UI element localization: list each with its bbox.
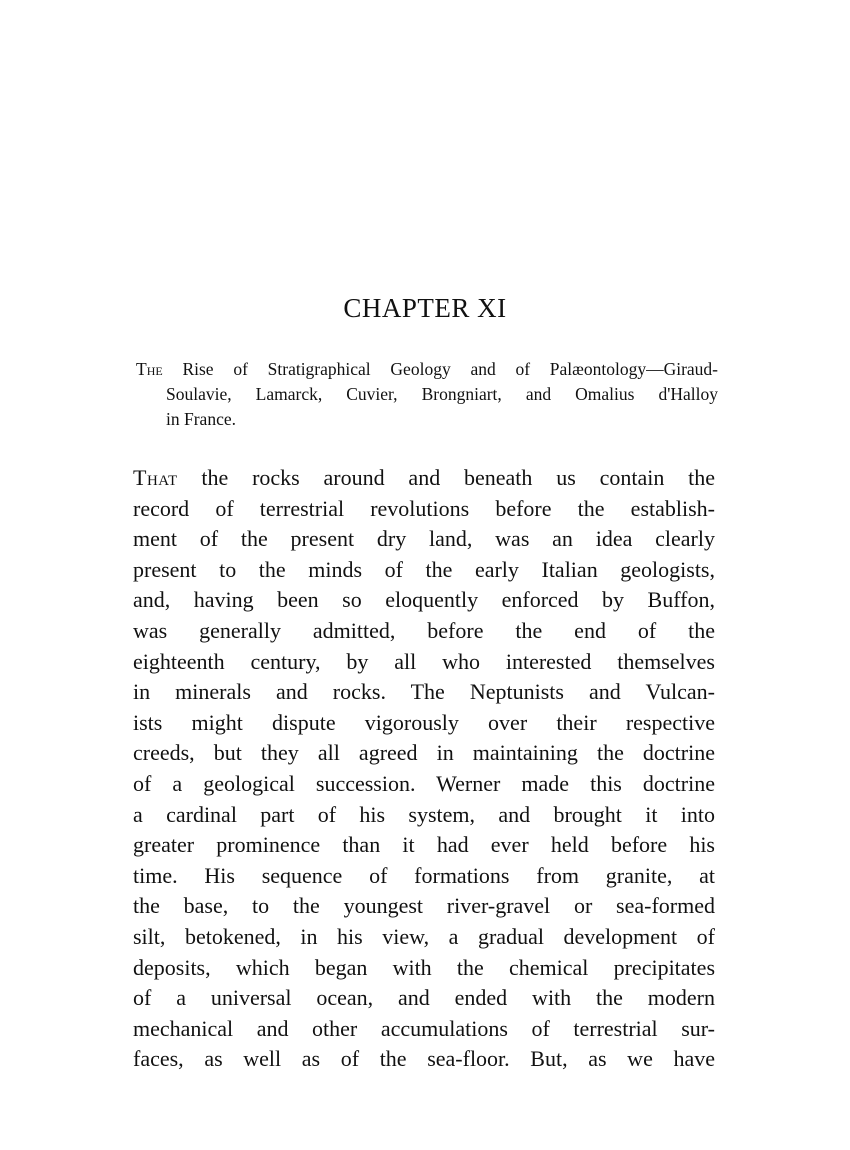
summary-lead-word: The [136,359,163,379]
body-line-1-text: the rocks around and beneath us contain the [177,465,715,490]
body-line-20: faces, as well as of the sea-floor. But, as we have [133,1046,715,1072]
body-line-4: present to the minds of the early Italian geologists, [133,556,715,582]
body-line-8: in minerals and rocks. The Neptunists and Vulcan- [133,679,715,705]
chapter-summary [136,357,718,432]
body-line-15: the base, to the youngest river-gravel or sea-formed [133,893,715,919]
body-line-13: greater prominence than it had ever held before his [133,832,715,858]
body-lead-word: That [133,465,178,490]
summary-line-2: Soulavie, Lamarck, Cuvier, Brongniart, and Omalius d'Halloy [166,384,718,404]
body-line-11: of a geological succession. Werner made this doctrine [133,770,715,796]
summary-line-3: in France. [166,409,236,429]
body-line-3: ment of the present dry land, was an idea clearly [133,526,715,552]
body-line-1 [133,463,715,494]
chapter-title: CHAPTER XI [343,293,507,323]
summary-line-1 [136,357,718,382]
body-line-9: ists might dispute vigorously over their respective [133,709,715,735]
body-line-18: of a universal ocean, and ended with the modern [133,985,715,1011]
body-line-6: was generally admitted, before the end of the [133,617,715,643]
body-paragraph [133,463,715,1075]
body-line-14: time. His sequence of formations from granite, at [133,862,715,888]
body-line-16: silt, betokened, in his view, a gradual development of [133,923,715,949]
body-line-12: a cardinal part of his system, and brought it into [133,801,715,827]
body-line-17: deposits, which began with the chemical precipitates [133,954,715,980]
body-line-2: record of terrestrial revolutions before the establish- [133,495,715,521]
body-line-19: mechanical and other accumulations of terrestrial sur- [133,1015,715,1041]
body-line-10: creeds, but they all agreed in maintaining the doctrine [133,740,715,766]
body-line-5: and, having been so eloquently enforced by Buffon, [133,587,715,613]
body-line-7: eighteenth century, by all who interested themselves [133,648,715,674]
summary-line-1-text: Rise of Stratigraphical Geology and of Palæontology—Giraud- [162,359,718,379]
